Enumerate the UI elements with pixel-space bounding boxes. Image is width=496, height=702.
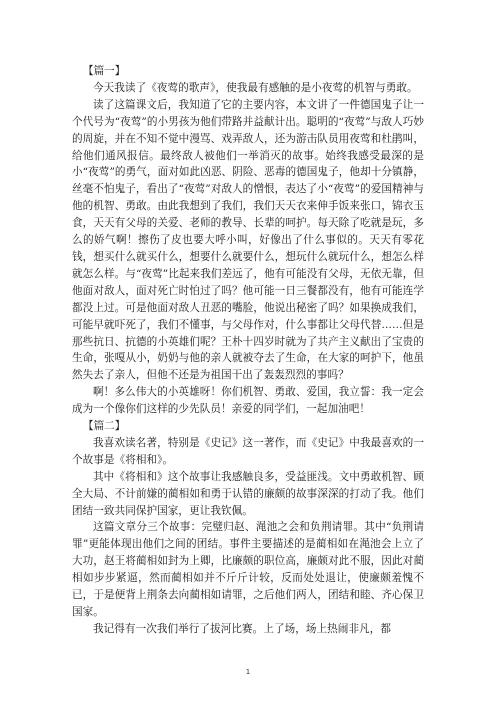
paragraph: 这篇文章分三个故事：完璧归赵、渑池之会和负荆请罪。其中“负荆请罪”更能体现出他们之间的团结。事件主要描述的是蔺相如在渑池会上立了大功，赵王将蔺相如封为上卿，比廉颇的职位高，廉颇对此不服，因此对蔺相如步步紧逼，然而蔺相如并不斤斤计较，反而处处退让，使廉颇羞愧不已，于是便背上荆条去向蔺相如请罪，之后他们两人，团结和睦、齐心保卫国家。 bbox=[72, 521, 424, 618]
paragraph: 读了这篇课文后，我知道了它的主要内容，本文讲了一件德国鬼子让一个代号为“夜莺”的小男孩为他们带路并益献计出。聪明的“夜莺”与敌人巧妙的周旋，并在不知不觉中漫骂、戏弄敌人，还为游击队员用夜莺和杜鹃叫，给他们通风报信。最终敌人被他们一举消灭的故事。始终我感受最深的是小“夜莺”的勇气，面对如此凶恶、阴险、恶毒的德国鬼子，他却十分镇静，丝毫不怕鬼子，看出了“夜莺”对敌人的憎恨，表达了小“夜莺”的爱国精神与他的机智、勇敢。由此我想到了我们，我们天天衣来伸手饭来张口，锦衣玉食，天天有父母的关爱、老师的教导、长辈的呵护。每天除了吃就是玩，多么的娇气啊！擦伤了皮也要大呼小叫，好像出了什么事似的。天天有零花钱，想买什么就买什么，想要什么就要什么，想玩什么就玩什么，想怎么样就怎么样。与“夜莺”比起来我们差远了，他有可能没有父母，无依无靠，但他面对敌人，面对死亡时怕过了吗？他可能一日三餐都没有，他有可能连学都没上过。可是他面对敌人丑恶的嘴脸，他说出秘密了吗？如果换成我们，可能早就吓死了，我们不懂事，与父母作对，什么事都让父母代替……但是那些抗日、抗德的小英雄们呢？王朴十四岁时就为了共产主义献出了宝贵的生命，张嘎从小，奶奶与他的亲人就被夺去了生命，在大家的呵护下，他虽然失去了亲人，但他不还是为祖国干出了轰轰烈烈的事吗？ bbox=[72, 98, 424, 382]
paragraph: 我喜欢读名著，特别是《史记》这一著作，而《史记》中我最喜欢的一个故事是《将相和》。 bbox=[72, 436, 424, 466]
paragraph: 我记得有一次我们举行了拔河比赛。上了场，场上热闹非凡，都 bbox=[93, 622, 392, 635]
paragraph: 今天我读了《夜莺的歌声》，使我最有感触的是小夜莺的机智与勇敢。 bbox=[93, 81, 418, 94]
paragraph: 啊！多么伟大的小英雄呀！你们机智、勇敢、爱国，我立誓：我一定会成为一个像你们这样的少先队员！亲爱的同学们，一起加油吧！ bbox=[72, 386, 424, 416]
paragraph: 其中《将相和》这个故事让我感触良多，受益匪浅。文中勇敢机智、顾全大局、不计前嫌的蔺相如和勇于认错的廉颇的故事深深的打动了我。他们团结一致共同保护国家，更让我钦佩。 bbox=[72, 470, 424, 517]
document-body bbox=[72, 63, 424, 638]
section-heading-1: 【篇一】 bbox=[83, 65, 126, 77]
section-heading-2: 【篇二】 bbox=[83, 420, 126, 433]
page-number: 1 bbox=[245, 668, 251, 676]
